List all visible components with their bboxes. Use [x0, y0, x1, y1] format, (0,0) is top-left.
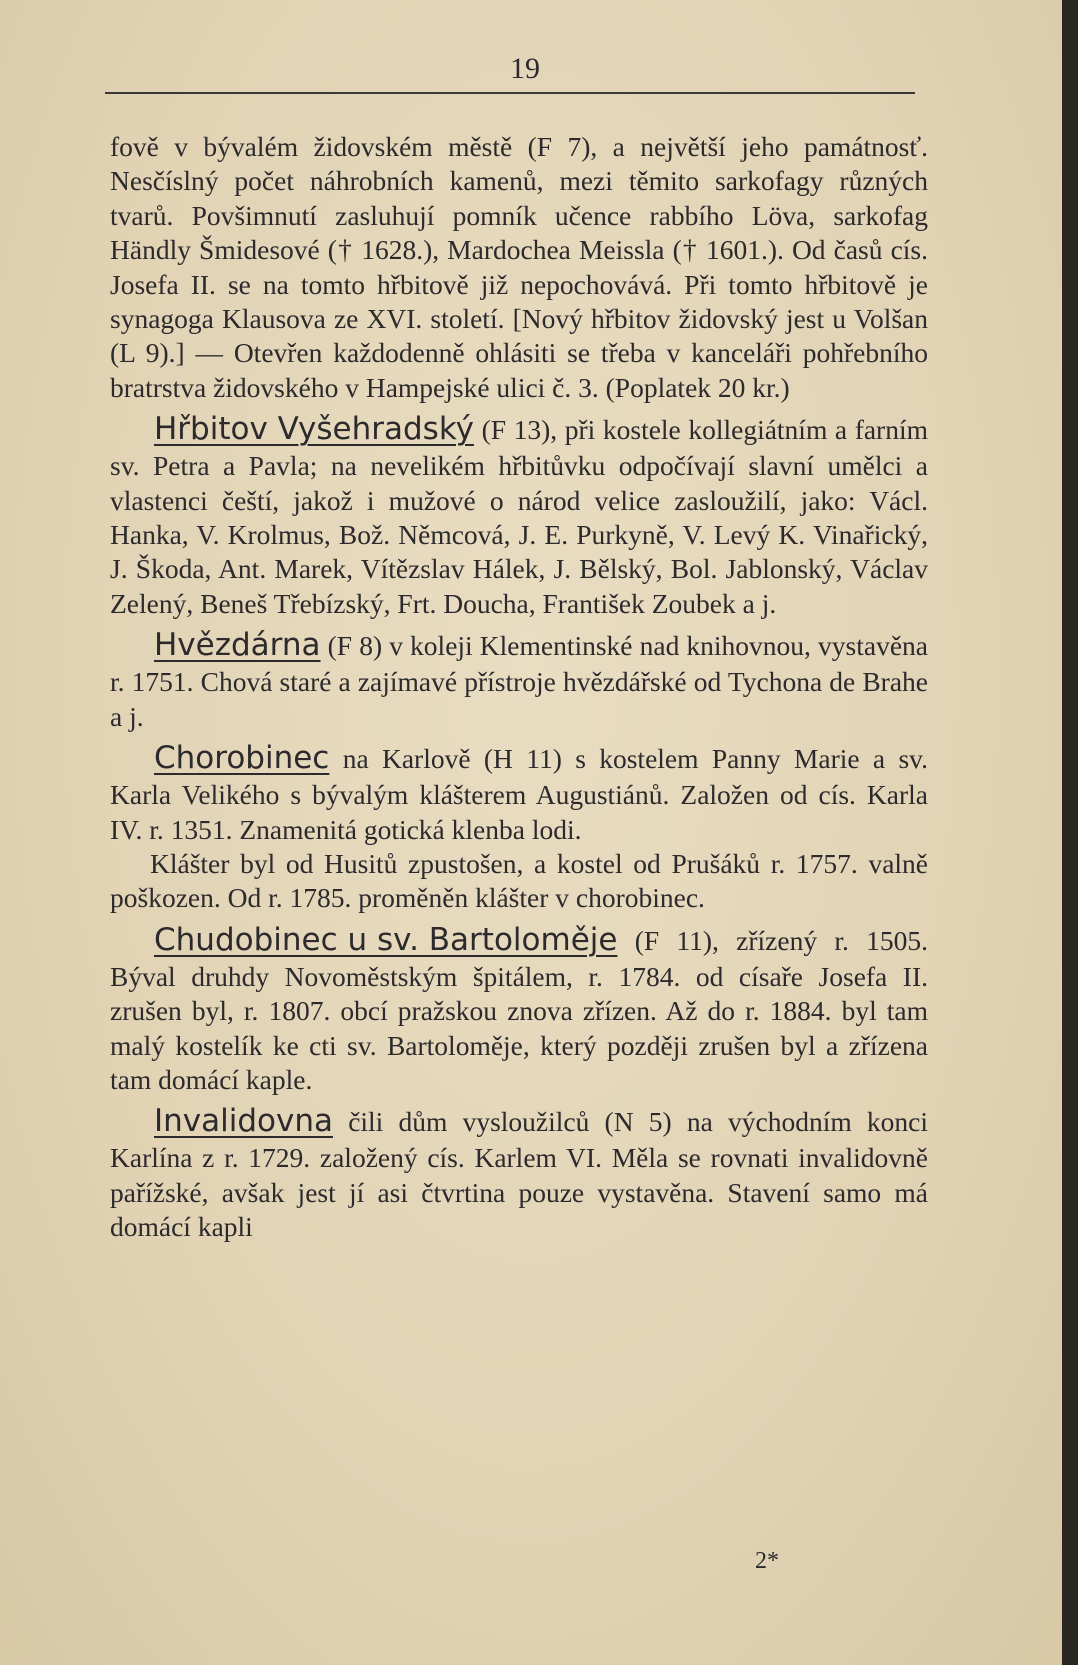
entry-heading: Hvězdárna [154, 627, 321, 664]
entry-heading: Hřbitov Vyšehradský [154, 411, 475, 448]
entry-hrbitov-vysehradsky [110, 409, 928, 621]
continuation-paragraph: fově v bývalém židovském městě (F 7), a největší jeho památnosť. Nesčíslný počet náhrobních kamenů, mezi těmito sarkofagy různých tvarů. Povšimnutí zasluhují pomník učence rabbího Löva, sarkofag Händly Šmidesové († 1628.), Mardochea Meissla († 1601.). Od časů cís. Josefa II. se na tomto hřbitově již nepochovává. Při tomto hřbitově je synagoga Klausova ze XVI. století. [Nový hřbitov židovský jest u Volšan (L 9).] — Otevřen každodenně ohlásiti se třeba v kanceláři pohřebního bratrstva židovského v Hampejské ulici č. 3. (Poplatek 20 kr.) [110, 131, 928, 403]
header-rule [105, 92, 915, 94]
entry-text: (F 11), zřízený r. 1505. Býval druhdy Novoměstským špitálem, r. 1784. od císaře Josefa II. zrušen byl, r. 1807. obcí pražskou znova zřízen. Až do r. 1884. byl tam malý kostelík ke cti sv. Bartoloměje, který později zrušen byl a zřízena tam domácí kaple. [110, 924, 928, 1095]
signature-mark: 2* [755, 1548, 779, 1574]
entry-heading: Chorobinec [154, 740, 330, 777]
entry-heading: Invalidovna [154, 1103, 333, 1140]
entry-text: (F 13), při kostele kollegiátním a farním sv. Petra a Pavla; na nevelikém hřbitůvku odpočívají slavní umělci a vlastenci čeští, jakož i mužové o národ velice zasloužilí, jako: Václ. Hanka, V. Krolmus, Bož. Němcová, J. E. Purkyně, V. Levý K. Vinařický, J. Škoda, Ant. Marek, Vítězslav Hálek, J. Bělský, Bol. Jablonský, Václav Zelený, Beneš Třebízský, Frt. Doucha, František Zoubek a j. [110, 414, 928, 619]
entry-hvezdarna [110, 625, 928, 734]
entry-chorobinec-extra: Klášter byl od Husitů zpustošen, a kostel od Prušáků r. 1757. valně poškozen. Od r. 1785. proměněn klášter v chorobinec. [110, 847, 928, 914]
entry-chorobinec [110, 738, 928, 847]
entry-text: (F 8) v koleji Klementinské nad knihovnou, vystavěna r. 1751. Chová staré a zajímavé přístroje hvězdářské od Tychona de Brahe a j. [110, 630, 928, 732]
entry-invalidovna [110, 1101, 928, 1244]
entry-heading: Chudobinec u sv. Bartoloměje [154, 921, 618, 958]
entry-chudobinec [110, 920, 928, 1098]
entry-text: na Karlově (H 11) s kostelem Panny Marie a sv. Karla Velikého s bývalým klášterem Augustiánů. Založen od cís. Karla IV. r. 1351. Znamenitá gotická klenba lodi. [110, 743, 929, 845]
entry-text: čili dům vysloužilců (N 5) na východním konci Karlína z r. 1729. založený cís. Karlem VI. Měla se rovnati invalidovně pařížské, avšak jest jí asi čtvrtina pouze vystavěna. Stavení samo má domácí kapli [110, 1106, 929, 1243]
page-text [110, 130, 928, 1245]
page-number: 19 [510, 52, 540, 85]
